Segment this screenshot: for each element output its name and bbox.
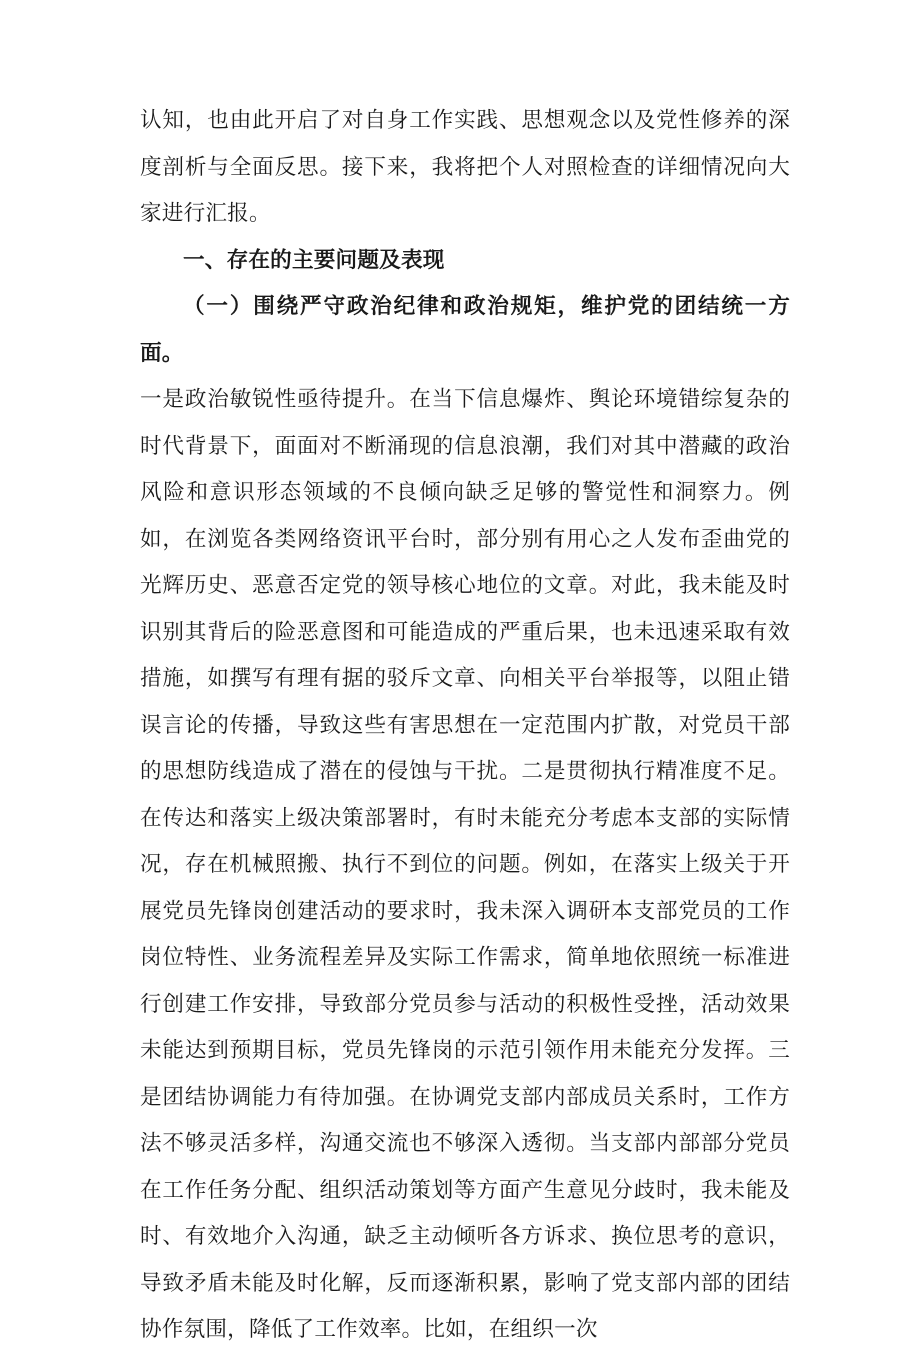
intro-paragraph: 认知，也由此开启了对自身工作实践、思想观念以及党性修养的深度剖析与全面反思。接下来，我将把个人对照检查的详细情况向大家进行汇报。 [140,108,790,226]
document-body [140,98,790,1354]
body-paragraph: 一是政治敏锐性亟待提升。在当下信息爆炸、舆论环境错综复杂的时代背景下，面面对不断涌现的信息浪潮，我们对其中潜藏的政治风险和意识形态领域的不良倾向缺乏足够的警觉性和洞察力。例如，在浏览各类网络资讯平台时，部分别有用心之人发布歪曲党的光辉历史、恶意否定党的领导核心地位的文章。对此，我未能及时识别其背后的险恶意图和可能造成的严重后果，也未迅速采取有效措施，如撰写有理有据的驳斥文章、向相关平台举报等，以阻止错误言论的传播，导致这些有害思想在一定范围内扩散，对党员干部的思想防线造成了潜在的侵蚀与干扰。二是贯彻执行精准度不足。在传达和落实上级决策部署时，有时未能充分考虑本支部的实际情况，存在机械照搬、执行不到位的问题。例如，在落实上级关于开展党员先锋岗创建活动的要求时，我未深入调研本支部党员的工作岗位特性、业务流程差异及实际工作需求，简单地依照统一标准进行创建工作安排，导致部分党员参与活动的积极性受挫，活动效果未能达到预期目标，党员先锋岗的示范引领作用未能充分发挥。三是团结协调能力有待加强。在协调党支部内部成员关系时，工作方法不够灵活多样，沟通交流也不够深入透彻。当支部内部部分党员在工作任务分配、组织活动策划等方面产生意见分歧时，我未能及时、有效地介入沟通，缺乏主动倾听各方诉求、换位思考的意识，导致矛盾未能及时化解，反而逐渐积累，影响了党支部内部的团结协作氛围，降低了工作效率。比如，在组织一次 [140,387,790,1342]
section-heading: 一、存在的主要问题及表现 [183,247,445,273]
subsection-heading: （一）围绕严守政治纪律和政治规矩，维护党的团结统一方面。 [140,294,790,366]
